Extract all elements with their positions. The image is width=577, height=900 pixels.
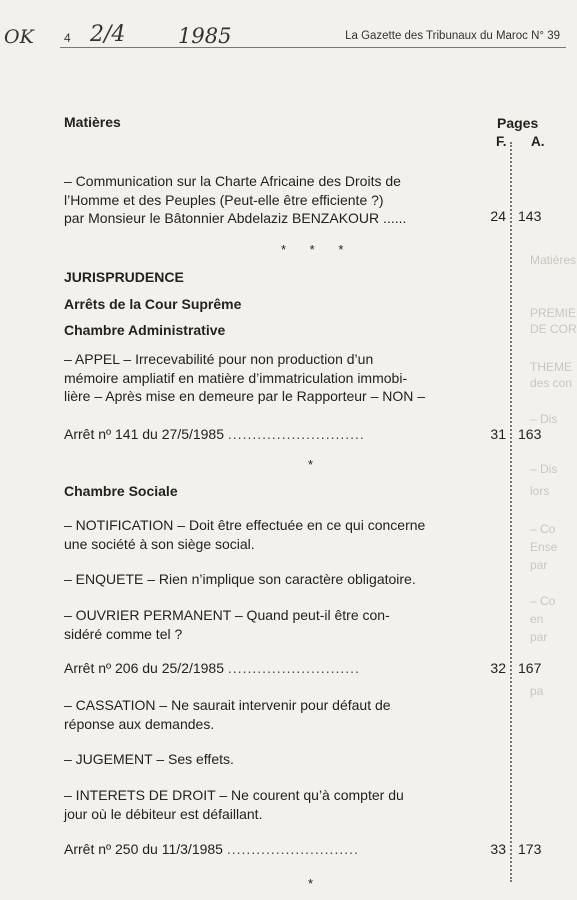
bleed-through-text: par [530, 630, 548, 644]
text-line: – INTERETS DE DROIT – Ne courent qu’à compter du [64, 787, 404, 803]
arret-141 [64, 426, 469, 442]
page-f-arret-141: 31 [490, 426, 506, 442]
text-line: réponse aux demandes. [64, 715, 215, 732]
bleed-through-text: Matières [530, 253, 577, 267]
leader-dots: ............................ [227, 426, 365, 442]
separator-star: * [308, 876, 314, 891]
page-f-arret-250: 33 [490, 841, 506, 857]
page-f-communication: 24 [490, 208, 506, 224]
entry-interets-de-droit [64, 786, 484, 823]
bleed-through-text: pa [530, 684, 544, 698]
handwritten-initials: OK [4, 26, 34, 48]
leader-dots: ........................... [226, 841, 359, 857]
separator-star: * [308, 457, 314, 472]
text-line [64, 209, 504, 228]
handwritten-date: 2/4 [90, 22, 126, 47]
text-line: – APPEL – Irrecevabilité pour non production d’un [64, 351, 374, 367]
text-line: – NOTIFICATION – Doit être effectuée en ce qui concerne [64, 517, 426, 533]
text-line: – CASSATION – Ne saurait intervenir pour défaut de [64, 697, 391, 713]
page-column-divider [510, 142, 512, 882]
arret-label: Arrêt nº 250 du 11/3/1985 [64, 841, 223, 857]
entry-notification [64, 516, 484, 553]
bleed-through-text: – Co [530, 522, 556, 536]
text-line: l’Homme et des Peuples (Peut-elle être efficiente ?) [64, 191, 384, 208]
bleed-through-text: en [530, 612, 544, 626]
leader-dots: ...... [383, 210, 407, 226]
entry-cassation [64, 696, 484, 733]
text-line: mémoire ampliatif en matière d’immatriculation immobi- [64, 369, 408, 386]
page-a-arret-206: 167 [518, 660, 542, 676]
subsection-cour-supreme: Arrêts de la Cour Suprême [64, 296, 242, 312]
page-number: 4 [64, 31, 71, 45]
bleed-through-text: – Dis [530, 412, 558, 426]
leader-dots: ........................... [227, 660, 360, 676]
text-line: lière – Après mise en demeure par le Rapporteur – NON – [64, 388, 426, 404]
entry-jugement [64, 750, 484, 769]
page-a-arret-250: 173 [518, 841, 542, 857]
entry-ouvrier-permanent [64, 606, 484, 643]
separator-stars: * * * [281, 242, 354, 257]
running-title: La Gazette des Tribunaux du Maroc N° 39 [345, 30, 560, 42]
entry-appel [64, 350, 484, 406]
arret-label: Arrêt nº 206 du 25/2/1985 [64, 660, 225, 676]
entry-enquete [64, 570, 484, 589]
text-line: sidéré comme tel ? [64, 625, 183, 642]
text-line: jour où le débiteur est défaillant. [64, 805, 263, 822]
bleed-through-text: DE COR [530, 322, 577, 336]
bleed-through-text: Ense [530, 540, 558, 554]
text-line: une société à son siège social. [64, 535, 255, 552]
arret-250 [64, 841, 469, 857]
text-line: – JUGEMENT – Ses effets. [64, 751, 234, 767]
column-header-matieres: Matières [64, 114, 121, 130]
bleed-through-text: PREMIE [530, 306, 577, 320]
entry-communication [64, 172, 504, 228]
bleed-through-text: par [530, 558, 548, 572]
section-jurisprudence: JURISPRUDENCE [64, 269, 184, 285]
bleed-through-text: des con [530, 376, 573, 390]
bleed-through-text: – Dis [530, 462, 558, 476]
arret-label: Arrêt nº 141 du 27/5/1985 [64, 426, 225, 442]
arret-206 [64, 660, 469, 676]
text-line: – OUVRIER PERMANENT – Quand peut-il être con- [64, 607, 390, 623]
column-header-f: F. [496, 134, 507, 149]
header-rule [60, 47, 566, 48]
subsection-chambre-administrative: Chambre Administrative [64, 322, 226, 338]
bleed-through-text: THEME [530, 360, 572, 374]
page-f-arret-206: 32 [490, 660, 506, 676]
text-line: – ENQUETE – Rien n’implique son caractère obligatoire. [64, 571, 416, 587]
bleed-through-text: – Co [530, 594, 556, 608]
subsection-chambre-sociale: Chambre Sociale [64, 483, 178, 499]
page-a-arret-141: 163 [518, 426, 542, 442]
text-line: – Communication sur la Charte Africaine des Droits de [64, 173, 401, 189]
author-line: par Monsieur le Bâtonnier Abdelaziz BENZAKOUR [64, 210, 380, 226]
bleed-through-text: lors [530, 484, 550, 498]
column-header-a: A. [531, 134, 545, 149]
column-header-pages: Pages [497, 115, 539, 131]
page-a-communication: 143 [518, 208, 542, 224]
handwritten-year: 1985 [178, 24, 232, 48]
